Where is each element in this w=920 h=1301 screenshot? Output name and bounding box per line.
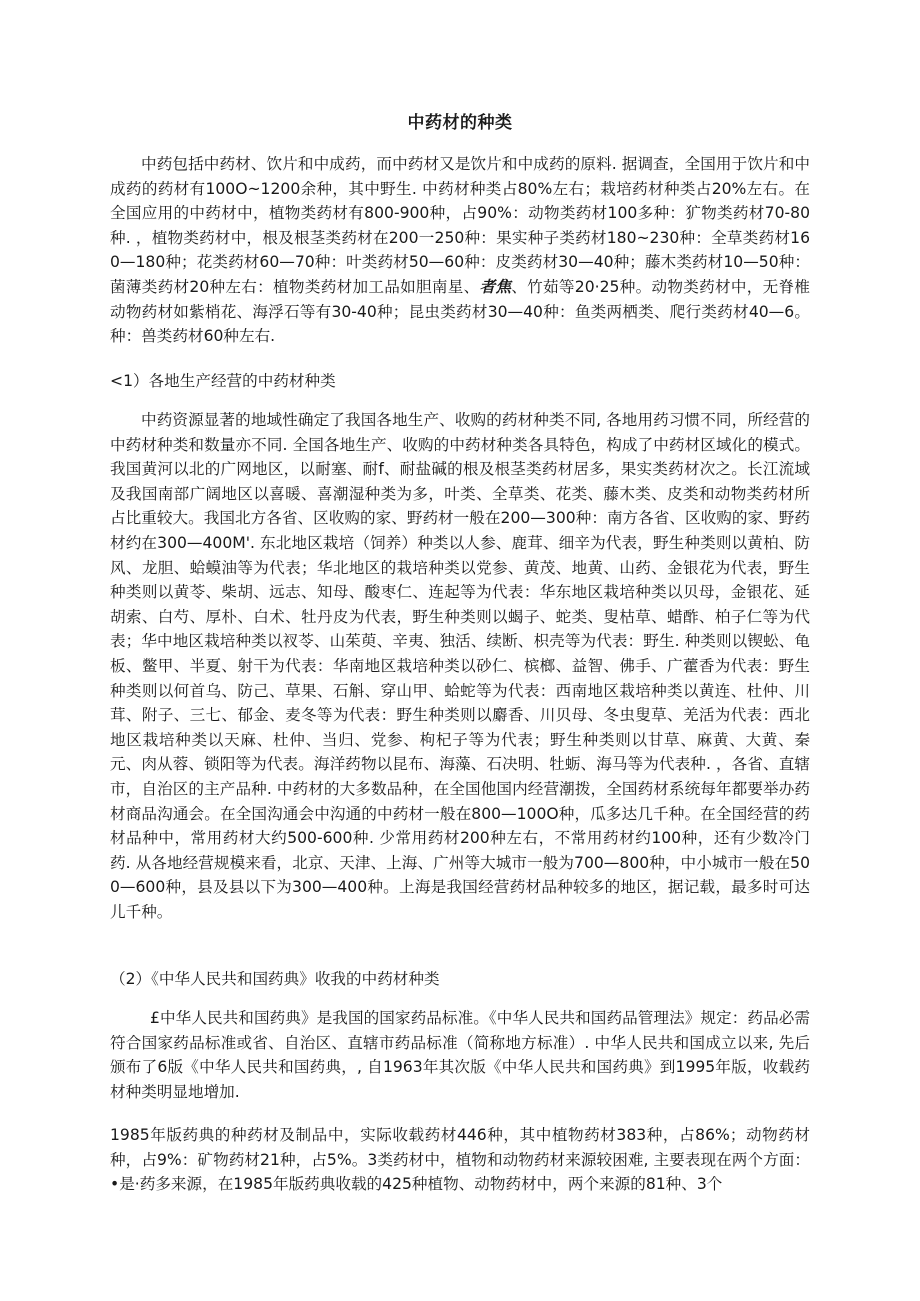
paragraph-pharmacopoeia: £中华人民共和国药典》是我国的国家药品标准。《中华人民共和国药品管理法》规定：药品必需符合国家药品标准或省、自治区、直辖市药品标准（简称地方标准）. 中华人民共和国成立以来, 先后颁布了6版《中华人民共和国药典，, 自1963年其次版《中华人民共和国药典》到1995年版，收载药材种类明显地增加. xyxy=(110,1009,810,1101)
section-heading-regional: <1）各地生产经营的中药材种类 xyxy=(110,372,336,390)
page-title: 中药材的种类 xyxy=(407,113,513,133)
paragraph-overview xyxy=(110,152,810,349)
paragraph-overview-text-b: 、竹茹等20·25种。动物类药材中，无脊椎动物药材如紫梢花、海浮石等有30-40种；昆虫类药材30—40种：鱼类两栖类、爬行类药材40—6。种：兽类药材60种左右. xyxy=(110,277,810,346)
paragraph-overview-text-a: 中药包括中药材、饮片和中成药，而中药材又是饮片和中成药的原料. 据调查，全国用于饮片和中成药的药材有100O~1200余种，其中野生. 中药材种类占80%左右；栽培药材种类占20%左右。在全国应用的中药材中，植物类药材有800-900种，占90%：动物类药材100多种：犷物类药材70-80种. ，植物类药材中，根及根茎类药材在200一250种：果实种子类药材180~230种：全草类药材160—180种；花类药材60—70种：叶类药材50—60种：皮类药材30—40种；藤木类药材10—50种：菌薄类药材20种左右：植物类药材加工品如胆南星、 xyxy=(110,155,810,296)
paragraph-regional: 中药资源显著的地域性确定了我国各地生产、收购的药材种类不同, 各地用药习惯不同，所经营的中药材种类和数量亦不同. 全国各地生产、收购的中药材种类各具特色，构成了中药材区域化的模式。我国黄河以北的广网地区，以耐塞、耐f、耐盐碱的根及根茎类药材居多，果实类药材次之。长江流域及我国南部广阔地区以喜暖、喜潮湿种类为多，叶类、全草类、花类、藤木类、皮类和动物类药材所占比重较大。我国北方各省、区收购的家、野药材一般在200—300种：南方各省、区收购的家、野药材约在300—400M'. 东北地区栽培（饲养）种类以人参、鹿茸、细辛为代表，野生种类则以黄柏、防风、龙胆、蛤蟆油等为代表；华北地区的栽培种类以党参、黄茂、地黄、山药、金银花为代表，野生种类则以黄苓、柴胡、远志、知母、酸枣仁、连起等为代表：华东地区栽培种类以贝母，金银花、延胡索、白芍、厚朴、白术、牡丹皮为代表，野生种类则以蝎子、蛇类、叟枯草、蜡酢、柏子仁等为代表；华中地区栽培种类以衩苓、山茱萸、辛夷、独活、续断、枳壳等为代表：野生. 种类则以锲蚣、龟板、鳖甲、半夏、射干为代表：华南地区栽培种类以砂仁、槟榔、益智、佛手、广藿香为代表：野生种类则以何首乌、防己、草果、石斛、穿山甲、蛤蛇等为代表：西南地区栽培种类以黄连、杜仲、川茸、附子、三七、郁金、麦冬等为代表：野生种类则以麝香、川贝母、冬虫叟草、羌活为代表：西北地区栽培种类以天麻、杜仲、当归、党参、枸杞子等为代表；野生种类则以甘草、麻黄、大黄、秦元、肉从蓉、锁阳等为代表。海洋药物以昆布、海藻、石决明、牡蛎、海马等为代表种. ，各省、直辖市，自治区的主产品种. 中药材的大多数品种，在全国他国内经营潮拨，全国药材系统每年都要举办药材商品沟通会。在全国沟通会中沟通的中药材一般在800—100O种，瓜多达几千种。在全国经营的药材品种中，常用药材大约500-600种. 少常用药材200种左右，不常用药材约100种，还有少数冷门药. 从各地经营规模来看，北京、天津、上海、广州等大城市一般为700—800种，中小城市一般在500—600种，县及县以下为300—400种。上海是我国经营药材品种较多的地区，据记载，最多时可达儿千种。 xyxy=(110,411,810,921)
section-heading-pharmacopoeia: （2）《中华人民共和国药典》收我的中药材种类 xyxy=(110,970,440,988)
paragraph-1985-edition: 1985年版药典的种药材及制品中，实际收载药材446种，其中植物药材383种，占86%；动物药材种，占9%：矿物药材21种，占5%。3类药材中，植物和动物药材来源较困难, 主要表现在两个方面：•是·药多来源，在1985年版药典收载的425种植物、动物药材中，两个来源的81种、3个 xyxy=(110,1126,810,1194)
emphasized-term: 者焦 xyxy=(479,277,512,296)
